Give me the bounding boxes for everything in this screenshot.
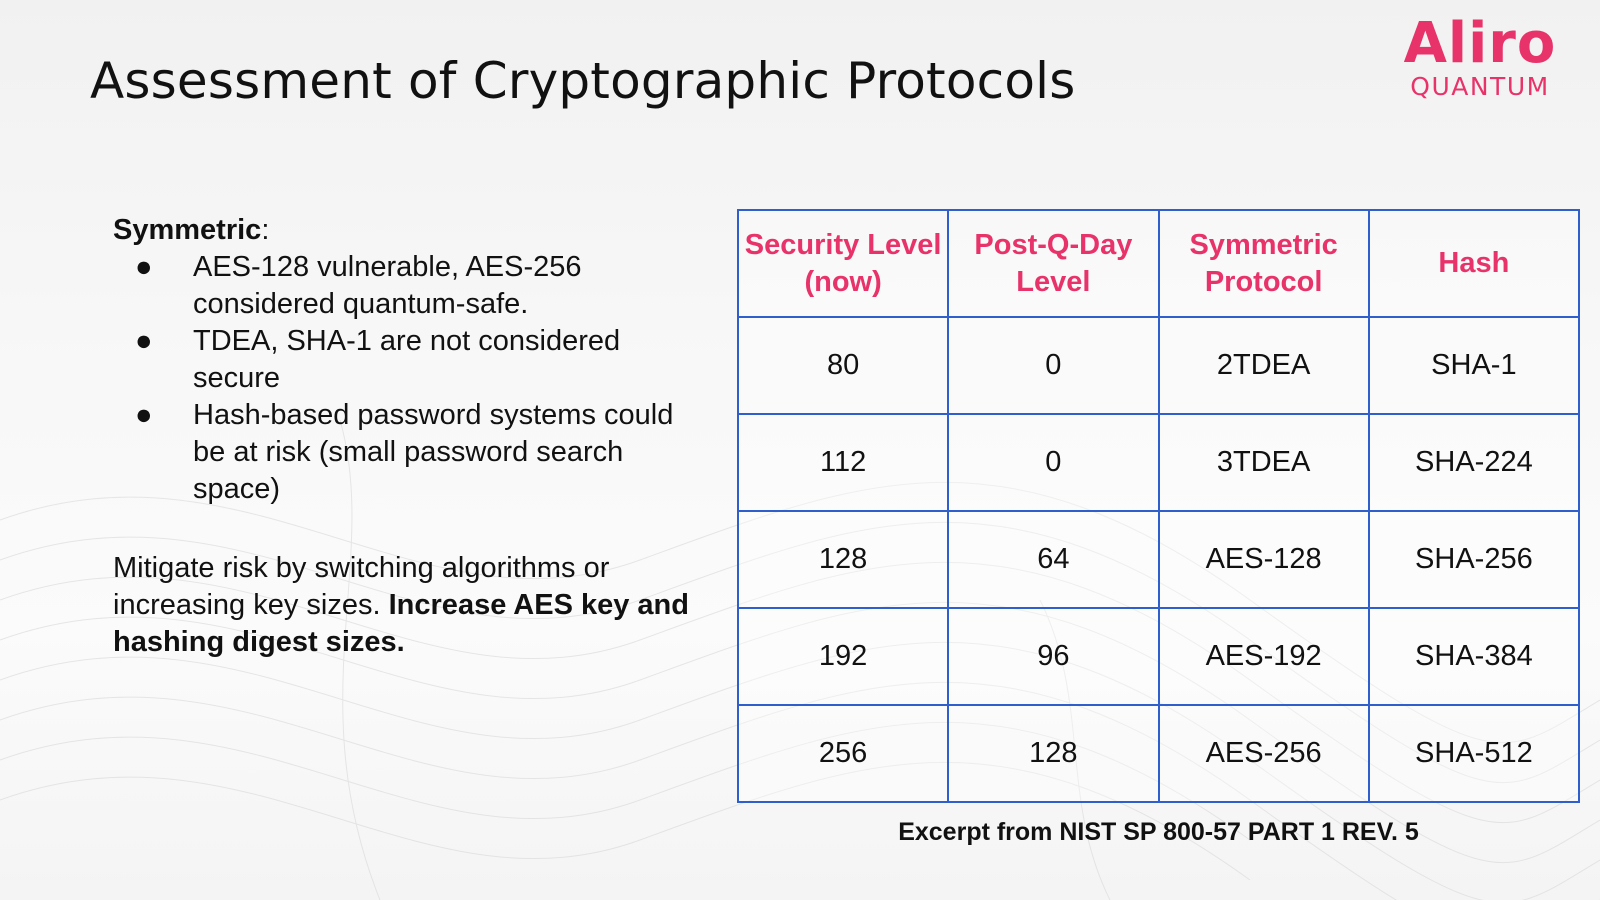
header-hash: Hash bbox=[1369, 210, 1579, 317]
bullet-text: TDEA, SHA-1 are not considered secure bbox=[193, 325, 621, 394]
cell-hash: SHA-224 bbox=[1369, 414, 1579, 511]
header-symmetric-protocol: Symmetric Protocol bbox=[1159, 210, 1369, 317]
cell-symmetric-protocol: AES-256 bbox=[1159, 705, 1369, 802]
table-row bbox=[738, 511, 1579, 608]
cell-symmetric-protocol: 3TDEA bbox=[1159, 414, 1369, 511]
mitigation-bold-text: Increase AES key and hashing digest sizes. bbox=[113, 589, 689, 658]
table-source-caption: Excerpt from NIST SP 800-57 PART 1 REV. 5 bbox=[898, 818, 1419, 846]
header-security-level: Security Level (now) bbox=[738, 210, 948, 317]
table-row bbox=[738, 608, 1579, 705]
cell-hash: SHA-1 bbox=[1369, 317, 1579, 414]
symmetric-heading bbox=[113, 212, 693, 249]
bullet-text: AES-128 vulnerable, AES-256 considered quantum-safe. bbox=[193, 251, 582, 320]
cell-symmetric-protocol: 2TDEA bbox=[1159, 317, 1369, 414]
header-post-q-day-level: Post-Q-Day Level bbox=[948, 210, 1158, 317]
bullet-dot-icon: ● bbox=[135, 399, 153, 431]
cell-hash: SHA-384 bbox=[1369, 608, 1579, 705]
cell-security-level: 256 bbox=[738, 705, 948, 802]
mitigation-paragraph bbox=[113, 550, 693, 661]
bullet-item bbox=[113, 397, 693, 508]
aliro-quantum-logo bbox=[1380, 11, 1580, 104]
cell-security-level: 128 bbox=[738, 511, 948, 608]
bullet-text: Hash-based password systems could be at risk (small password search space) bbox=[193, 399, 674, 505]
cell-symmetric-protocol: AES-128 bbox=[1159, 511, 1369, 608]
symmetric-notes bbox=[113, 212, 693, 661]
table-row bbox=[738, 705, 1579, 802]
table-row bbox=[738, 317, 1579, 414]
logo-wordmark: Aliro bbox=[1403, 11, 1557, 76]
mitigation-text: Mitigate risk by switching algorithms or increasing key sizes. bbox=[113, 552, 610, 621]
cell-symmetric-protocol: AES-192 bbox=[1159, 608, 1369, 705]
bullet-dot-icon: ● bbox=[135, 251, 153, 283]
logo-subtitle: QUANTUM bbox=[1410, 72, 1550, 101]
cell-hash: SHA-256 bbox=[1369, 511, 1579, 608]
bullet-item bbox=[113, 323, 693, 397]
cell-security-level: 192 bbox=[738, 608, 948, 705]
cell-post-q-day-level: 64 bbox=[948, 511, 1158, 608]
cell-post-q-day-level: 0 bbox=[948, 414, 1158, 511]
bullet-item bbox=[113, 249, 693, 323]
slide-title: Assessment of Cryptographic Protocols bbox=[90, 52, 1076, 110]
cell-security-level: 112 bbox=[738, 414, 948, 511]
bullet-dot-icon: ● bbox=[135, 325, 153, 357]
cell-hash: SHA-512 bbox=[1369, 705, 1579, 802]
cell-post-q-day-level: 128 bbox=[948, 705, 1158, 802]
symmetric-heading-colon: : bbox=[261, 214, 270, 246]
symmetric-bullet-list bbox=[113, 249, 693, 508]
table-header-row bbox=[738, 210, 1579, 317]
cell-post-q-day-level: 96 bbox=[948, 608, 1158, 705]
table-row bbox=[738, 414, 1579, 511]
cell-security-level: 80 bbox=[738, 317, 948, 414]
cell-post-q-day-level: 0 bbox=[948, 317, 1158, 414]
symmetric-heading-bold: Symmetric bbox=[113, 214, 262, 246]
security-levels-table bbox=[737, 209, 1580, 803]
